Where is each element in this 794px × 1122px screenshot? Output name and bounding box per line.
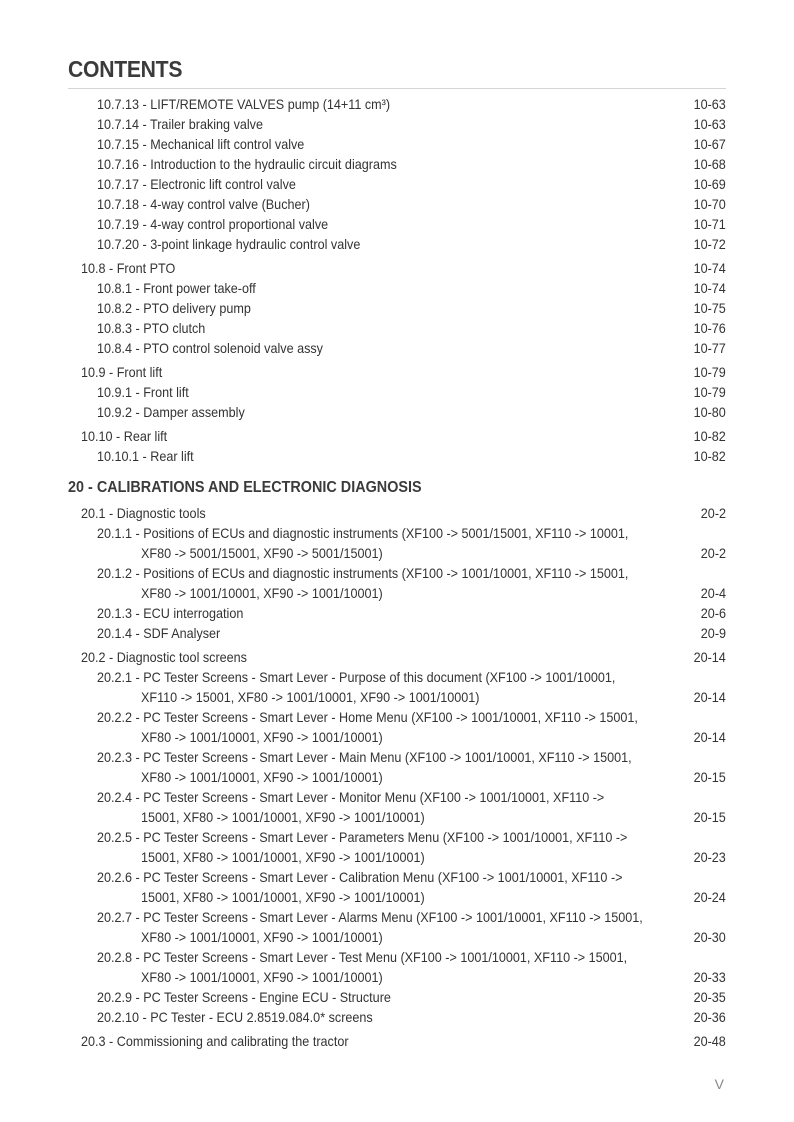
toc-entry-title: 20.2.10 - PC Tester - ECU 2.8519.084.0* screens <box>97 1009 373 1025</box>
toc-entry-page: 20-4 <box>700 585 726 601</box>
toc-entry-page: 10-63 <box>693 96 726 112</box>
toc-entry-page: 10-72 <box>693 236 726 252</box>
toc-entry-title: 10.10.1 - Rear lift <box>97 448 194 464</box>
toc-entry-page: 20-15 <box>693 769 726 785</box>
chapter-heading[interactable]: 20 - CALIBRATIONS AND ELECTRONIC DIAGNOSIS <box>68 479 422 496</box>
toc-entry-title: 20.3 - Commissioning and calibrating the tractor <box>81 1033 349 1049</box>
toc-entry-title: 20.2.6 - PC Tester Screens - Smart Lever - Calibration Menu (XF100 -> 1001/10001, XF110 -> <box>97 869 623 885</box>
toc-entry-page: 10-75 <box>693 300 726 316</box>
toc-entry-title: 10.8 - Front PTO <box>81 260 176 276</box>
toc-entry-page: 20-9 <box>700 625 726 641</box>
toc-entry-page: 10-79 <box>693 384 726 400</box>
toc-entry-title: 20.1.2 - Positions of ECUs and diagnostic instruments (XF100 -> 1001/10001, XF110 -> 15001, <box>97 565 629 581</box>
toc-entry-page: 20-15 <box>693 809 726 825</box>
toc-entry-title: 10.7.20 - 3-point linkage hydraulic control valve <box>97 236 361 252</box>
toc-entry-page: 10-82 <box>693 428 726 444</box>
toc-entry-page: 20-2 <box>700 505 726 521</box>
toc-entry-title: XF80 -> 1001/10001, XF90 -> 1001/10001) <box>141 929 383 945</box>
toc-entry-title: XF80 -> 5001/15001, XF90 -> 5001/15001) <box>141 545 383 561</box>
toc-entry-title: 10.7.19 - 4-way control proportional valve <box>97 216 329 232</box>
toc-entry-title: 20.2.4 - PC Tester Screens - Smart Lever - Monitor Menu (XF100 -> 1001/10001, XF110 -> <box>97 789 605 805</box>
toc-entry-page: 10-71 <box>693 216 726 232</box>
toc-entry-page: 20-14 <box>693 689 726 705</box>
toc-entry-title: 10.7.15 - Mechanical lift control valve <box>97 136 305 152</box>
toc-entry-title: 10.9.2 - Damper assembly <box>97 404 245 420</box>
toc-entry-page: 10-67 <box>693 136 726 152</box>
page-title: CONTENTS <box>68 56 183 82</box>
toc-entry-page: 20-35 <box>693 989 726 1005</box>
toc-entry-title: 10.7.16 - Introduction to the hydraulic circuit diagrams <box>97 156 397 172</box>
toc-entry-title: 10.9.1 - Front lift <box>97 384 189 400</box>
toc-entry-page: 20-14 <box>693 649 726 665</box>
toc-entry-title: 10.9 - Front lift <box>81 364 163 380</box>
toc-entry-title: XF80 -> 1001/10001, XF90 -> 1001/10001) <box>141 769 383 785</box>
toc-entry-title: 20.2.1 - PC Tester Screens - Smart Lever - Purpose of this document (XF100 -> 1001/10001, <box>97 669 616 685</box>
toc-entry-title: 10.7.14 - Trailer braking valve <box>97 116 263 132</box>
toc-entry-title: 10.8.1 - Front power take-off <box>97 280 256 296</box>
toc-entry-page: 20-24 <box>693 889 726 905</box>
toc-entry-title: 10.7.18 - 4-way control valve (Bucher) <box>97 196 310 212</box>
toc-entry-page: 20-33 <box>693 969 726 985</box>
toc-entry-title: 10.7.13 - LIFT/REMOTE VALVES pump (14+11 cm³) <box>97 96 391 112</box>
toc-entry-title: 20.2.7 - PC Tester Screens - Smart Lever - Alarms Menu (XF100 -> 1001/10001, XF110 -> 15001, <box>97 909 643 925</box>
toc-entry-title: 20.1 - Diagnostic tools <box>81 505 206 521</box>
toc-entry-title: 20.2.9 - PC Tester Screens - Engine ECU - Structure <box>97 989 391 1005</box>
toc-entry-title: 10.10 - Rear lift <box>81 428 168 444</box>
toc-entry-page: 10-79 <box>693 364 726 380</box>
toc-entry-title: 10.8.2 - PTO delivery pump <box>97 300 251 316</box>
toc-entry-title: XF110 -> 15001, XF80 -> 1001/10001, XF90 -> 1001/10001) <box>141 689 480 705</box>
toc-entry-page: 10-77 <box>693 340 726 356</box>
toc-entry-page: 10-63 <box>693 116 726 132</box>
toc-entry-page: 10-69 <box>693 176 726 192</box>
toc-entry-title: 15001, XF80 -> 1001/10001, XF90 -> 1001/10001) <box>141 849 425 865</box>
toc-entry-page: 10-82 <box>693 448 726 464</box>
title-divider <box>68 88 726 89</box>
toc-entry-title: 10.8.3 - PTO clutch <box>97 320 206 336</box>
toc-entry-title: 20.2.2 - PC Tester Screens - Smart Lever - Home Menu (XF100 -> 1001/10001, XF110 -> 15001, <box>97 709 638 725</box>
toc-entry-title: 20.2.5 - PC Tester Screens - Smart Lever - Parameters Menu (XF100 -> 1001/10001, XF110 -> <box>97 829 628 845</box>
toc-entry-title: 20.2 - Diagnostic tool screens <box>81 649 247 665</box>
toc-entry-page: 20-23 <box>693 849 726 865</box>
toc-entry-page: 10-74 <box>693 280 726 296</box>
toc-entry-page: 10-68 <box>693 156 726 172</box>
toc-entry-page: 20-48 <box>693 1033 726 1049</box>
toc-entry-page: 20-30 <box>693 929 726 945</box>
toc-entry-title: 20.1.4 - SDF Analyser <box>97 625 221 641</box>
toc-entry-page: 10-70 <box>693 196 726 212</box>
toc-entry-title: 20.1.3 - ECU interrogation <box>97 605 244 621</box>
toc-entry-title: XF80 -> 1001/10001, XF90 -> 1001/10001) <box>141 729 383 745</box>
toc-entry-page: 10-76 <box>693 320 726 336</box>
toc-entry-title: 15001, XF80 -> 1001/10001, XF90 -> 1001/10001) <box>141 809 425 825</box>
toc-entry-page: 20-2 <box>700 545 726 561</box>
toc-entry-title: 20.2.8 - PC Tester Screens - Smart Lever - Test Menu (XF100 -> 1001/10001, XF110 -> 15001, <box>97 949 628 965</box>
toc-entry-title: XF80 -> 1001/10001, XF90 -> 1001/10001) <box>141 969 383 985</box>
toc-entry-page: 20-6 <box>700 605 726 621</box>
toc-entry-title: 10.8.4 - PTO control solenoid valve assy <box>97 340 323 356</box>
toc-entry-title: XF80 -> 1001/10001, XF90 -> 1001/10001) <box>141 585 383 601</box>
toc-entry-page: 10-80 <box>693 404 726 420</box>
toc-entry-page: 20-36 <box>693 1009 726 1025</box>
toc-entry-page: 20-14 <box>693 729 726 745</box>
toc-entry-title: 20.2.3 - PC Tester Screens - Smart Lever - Main Menu (XF100 -> 1001/10001, XF110 -> 15001, <box>97 749 632 765</box>
toc-entry-title: 15001, XF80 -> 1001/10001, XF90 -> 1001/10001) <box>141 889 425 905</box>
page-number: V <box>714 1076 724 1092</box>
toc-entry-title: 20.1.1 - Positions of ECUs and diagnostic instruments (XF100 -> 5001/15001, XF110 -> 10001, <box>97 525 629 541</box>
toc-entry-page: 10-74 <box>693 260 726 276</box>
toc-entry-title: 10.7.17 - Electronic lift control valve <box>97 176 296 192</box>
